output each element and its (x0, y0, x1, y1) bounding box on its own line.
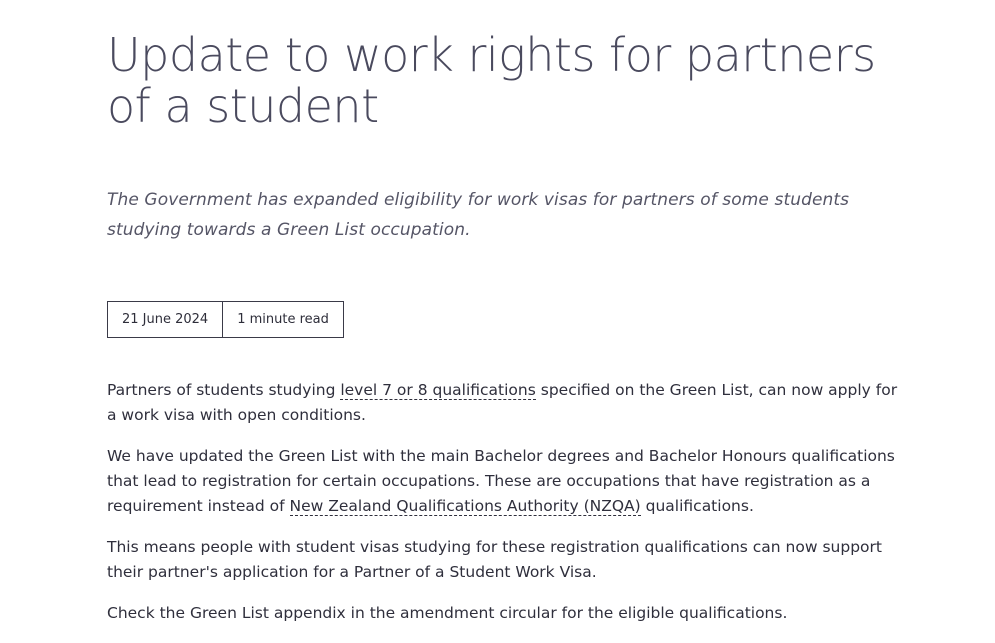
paragraph-check-appendix: Check the Green List appendix in the amendment circular for the eligible qualifications. (107, 604, 788, 622)
paragraph-student-visas: This means people with student visas studying for these registration qualifications can now support their partner's application for a Partner of a Student Work Visa. (107, 538, 882, 581)
article-intro: The Government has expanded eligibility for work visas for partners of some students studying towards a Green List occupation. (107, 190, 850, 240)
paragraph-green-list-update (107, 444, 902, 519)
nzqa-link[interactable]: New Zealand Qualifications Authority (NZQA) (289, 497, 641, 515)
level-7-8-qualifications-link[interactable]: level 7 or 8 qualifications (340, 381, 536, 399)
paragraph-text: Partners of students studying (107, 381, 341, 399)
paragraph-text: specified on the Green List, can now apply for a work visa with open conditions. (107, 381, 898, 424)
paragraph-text: qualifications. (640, 497, 754, 515)
publish-date: 21 June 2024 (122, 312, 209, 327)
paragraph-text: We have updated the Green List with the main Bachelor degrees and Bachelor Honours qualifications that lead to registration for certain occupations. These are occupations that have registration as a requirement instead of (107, 447, 895, 515)
read-time: 1 minute read (222, 302, 343, 337)
page-title: Update to work rights for partners of a student (107, 28, 876, 133)
article-meta (107, 301, 344, 338)
paragraph-work-visa (107, 378, 902, 428)
